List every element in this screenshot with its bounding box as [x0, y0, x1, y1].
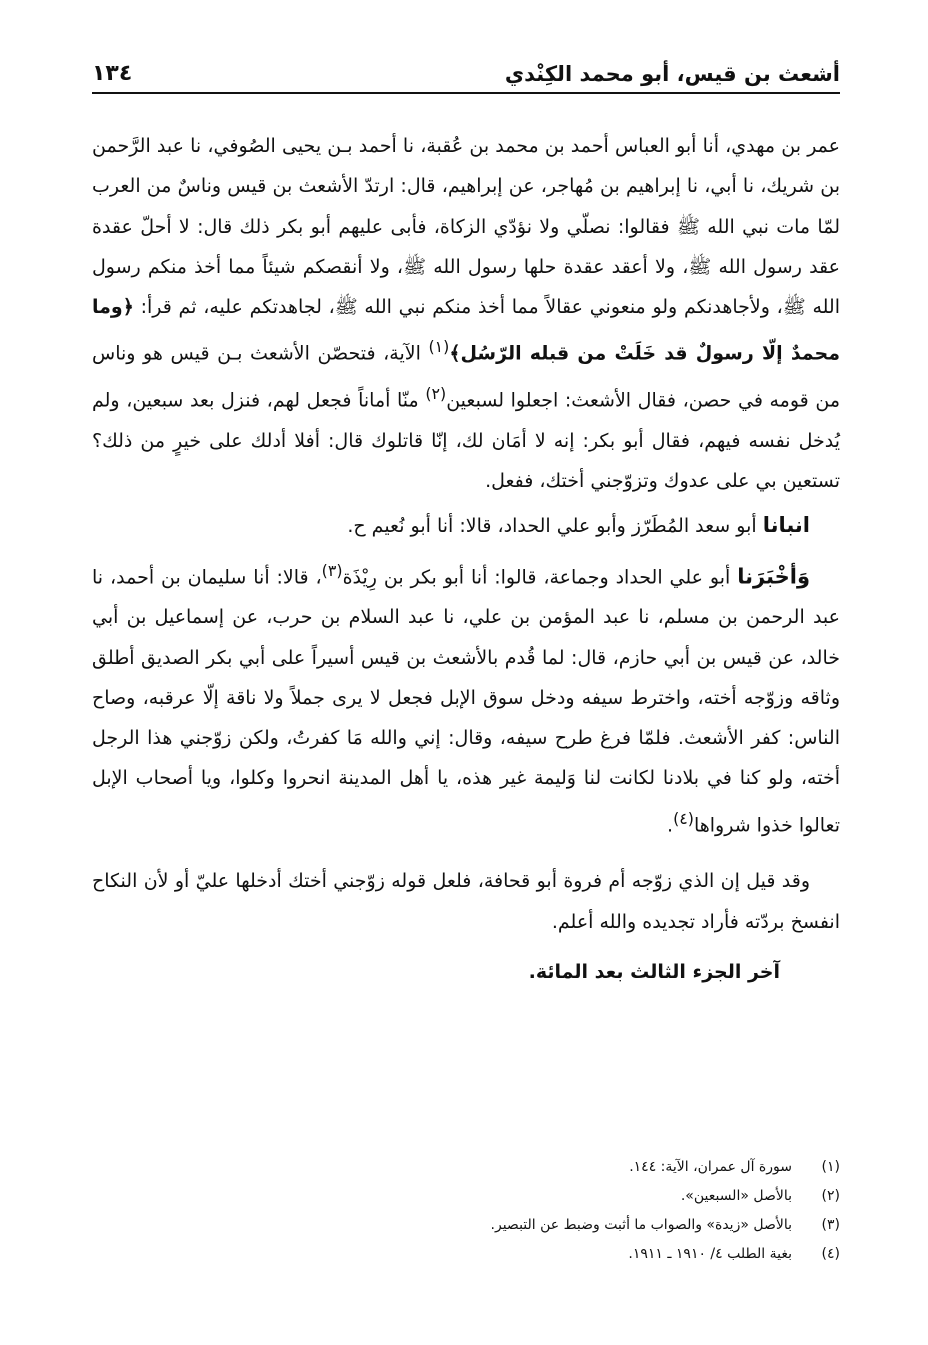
- paragraph-2-text: أبو سعد المُطَرّز وأبو علي الحداد، قالا: أنا أبو نُعيم ح.: [347, 515, 763, 538]
- footnote-2: [92, 1182, 840, 1211]
- footnote-text: بالأصل «زيدة» والصواب ما أثبت وضبط عن التبصير.: [490, 1217, 792, 1233]
- paragraph-2: [92, 505, 840, 546]
- page-number: ١٣٤: [92, 61, 133, 86]
- footnote-text: سورة آل عمران، الآية: ١٤٤.: [629, 1159, 792, 1175]
- paragraph-1: [92, 126, 840, 501]
- footnote-number: (١): [821, 1159, 840, 1175]
- footnote-number: (٢): [821, 1188, 840, 1204]
- paragraph-4-text: وقد قيل إن الذي زوّجه أم فروة أبو قحافة، فلعل قوله زوّجني أختك أدخلها عليّ أو لأن النكاح انفسخ بردّته فأراد تجديده والله أعلم.: [92, 870, 840, 933]
- footnote-number: (٣): [821, 1217, 840, 1233]
- paragraph-1-continuation: الآية، فتحصّن الأشعث بـن قيس هو وناس من قومه في حصن، فقال الأشعث: اجعلوا لسبعين: [92, 342, 840, 412]
- isnad-lead-akhbarana: وَأخْبَرَنا: [737, 563, 810, 588]
- paragraph-1-text: عمر بن مهدي، أنا أبو العباس أحمد بن محمد بن عُقبة، نا أحمد بـن يحيى الصُوفي، نا عبد الرَّحمن بن شريك، نا أبي، نا إبراهيم بن مُهاجر، عن إبراهيم، قال: ارتدّ الأشعث بن قيس وناسٌ من العرب لمّا مات نبي الله ﷺ فقالوا: نصلّي ولا نؤدّي الزكاة، فأبى عليهم أبو بكر ذلك قال: لا أحلّ عقدة عقد رسول الله ﷺ، ولا أعقد عقدة حلها رسول الله ﷺ، ولا أنقصكم شيئاً مما أخذ منكم رسول الله ﷺ، ولأجاهدنكم ولو منعوني عقالاً مما أخذ منكم نبي الله ﷺ، لجاهدتكم عليه، ثم قرأ:: [92, 135, 840, 319]
- paragraph-4: [92, 861, 840, 942]
- main-text: [92, 126, 840, 992]
- paragraph-1-end: منّا أماناً فجعل لهم، فنزل بعد سبعين، ولم يُدخل نفسه فيهم، فقال أبو بكر: إنه لا أمَان لك، إنّا قاتلوك قال: أفلا أدلك على خيرٍ من ذلك؟ تستعين بي على عدوك وتزوّجني أختك، ففعل.: [92, 389, 840, 493]
- paragraph-3-end: .: [667, 814, 674, 837]
- paragraph-3-continuation: ، قالا: أنا سليمان بن أحمد، نا عبد الرحمن بن مسلم، نا عبد المؤمن بن علي، نا عبد السلام بن حرب، عن إسماعيل بن أبي خالد، عن قيس بن أبي حازم، قال: لما قُدم بالأشعث بن قيس أسيراً على أبي بكر الصديق أطلق وثاقه وزوّجه أخته، واخترط سيفه ودخل سوق الإبل فجعل لا يرى جملاً ولا ناقة إلّا عرقبه، وصاح الناس: كفر الأشعث. فلمّا فرغ طرح سيفه، وقال: إني والله مَا كفرتُ، ولكن زوّجني هذا الرجل أخته، ولو كنا في بلادنا لكانت لنا وَليمة غير هذه، يا أهل المدينة انحروا وكلوا، ويا أصحاب الإبل تعالوا خذوا شرواها: [92, 565, 840, 837]
- footnote-text: بغية الطلب ٤/ ١٩١٠ ـ ١٩١١.: [628, 1246, 792, 1262]
- running-header: [92, 54, 840, 94]
- footnote-text: بالأصل «السبعين».: [680, 1188, 792, 1204]
- footnote-number: (٤): [821, 1246, 840, 1262]
- isnad-lead-anbana: انبانا: [762, 513, 810, 538]
- footnotes: [92, 1153, 840, 1269]
- footnote-ref-3: (٣): [321, 560, 343, 580]
- footnote-4: [92, 1240, 840, 1269]
- footnote-ref-4: (٤): [673, 808, 694, 828]
- footnote-ref-1: (١): [428, 337, 450, 357]
- footnote-3: [92, 1211, 840, 1240]
- part-closing-line: آخر الجزء الثالث بعد المائة.: [528, 960, 780, 983]
- header-title: أشعث بن قيس، أبو محمد الكِنْدي: [504, 62, 840, 86]
- paragraph-3: [92, 551, 840, 846]
- footnote-ref-2: (٢): [425, 384, 447, 404]
- quran-quote: ﴿وما محمدٌ إلّا رسولٌ قد خَلَتْ من قبله الرّسُل﴾: [92, 296, 840, 365]
- paragraph-3-text: أبو علي الحداد وجماعة، قالوا: أنا أبو بكر بن رِيْذَة: [342, 565, 738, 588]
- footnote-1: [92, 1153, 840, 1182]
